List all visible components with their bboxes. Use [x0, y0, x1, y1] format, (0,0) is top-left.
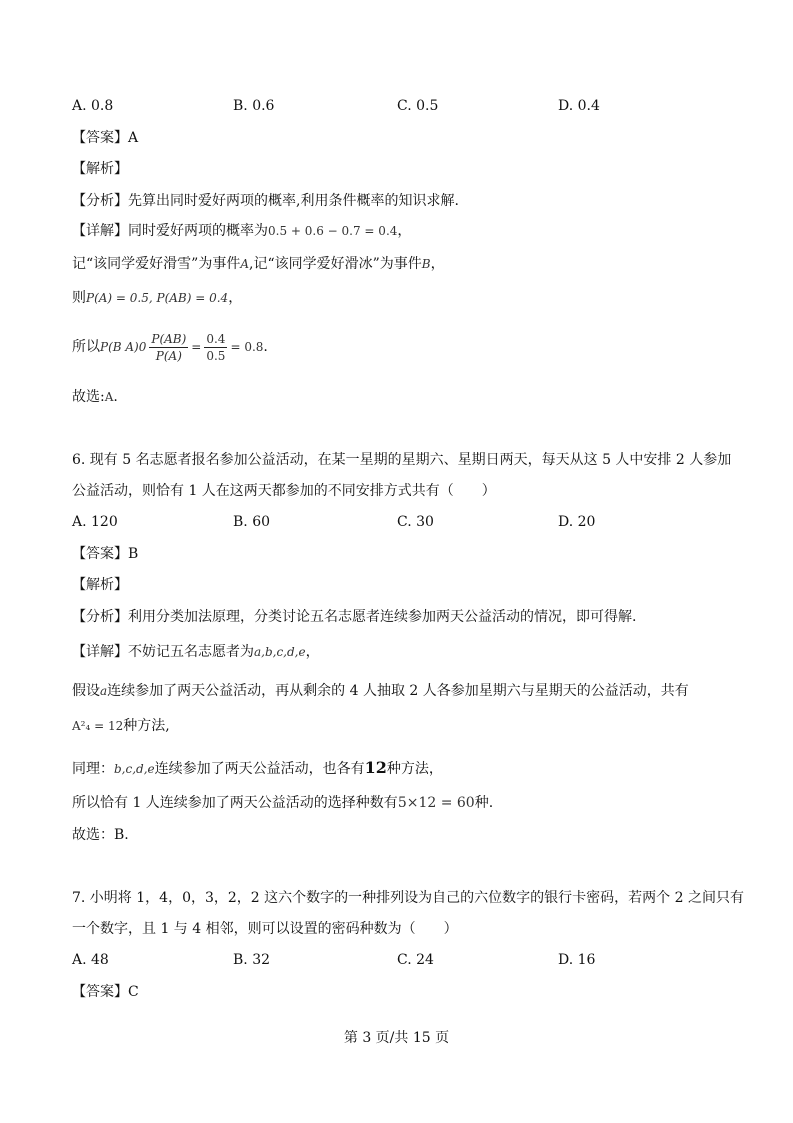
q5-fraction-1	[149, 331, 188, 364]
q5-so-result: = 0.8	[230, 340, 264, 354]
q6-same-text: 连续参加了两天公益活动，也各有	[154, 761, 365, 777]
q5-detail	[72, 222, 411, 240]
q5-event-b: B	[421, 257, 431, 271]
q7-stem-line-1: 7. 小明将 1，4，0，3，2，2 这六个数字的一种排列设为自己的六位数字的银行卡密码，若两个 2 之间只有	[72, 890, 744, 906]
q7-answer: 【答案】C	[72, 984, 139, 1000]
q5-event-line	[72, 255, 445, 273]
q5-fraction-2-den: 0.5	[206, 348, 226, 363]
q5-event-text-3: ，	[430, 256, 445, 272]
q5-fraction-2-num: 0.4	[206, 331, 226, 346]
q5-so-line	[72, 327, 268, 367]
q5-fraction-2	[204, 331, 227, 364]
q6-perm-math: A²₄ = 12	[72, 719, 124, 733]
q6-same	[72, 759, 443, 778]
q6-detail-math: a,b,c,d,e	[254, 645, 306, 659]
q6-detail-prefix: 【详解】不妨记五名志愿者为	[72, 644, 254, 660]
q5-so-lhs: P(B A)0	[100, 340, 147, 354]
q5-detail-math: 0.5 + 0.6 − 0.7 = 0.4	[268, 224, 398, 238]
q5-then-line	[72, 289, 242, 307]
q6-perm-suffix: 种方法,	[123, 718, 170, 734]
q6-answer: 【答案】B	[72, 546, 139, 562]
q6-assume-prefix: 假设	[72, 683, 100, 699]
q5-choose-value: A	[104, 390, 114, 404]
q5-fraction-1-den: P(A)	[155, 348, 182, 363]
q6-assume	[72, 682, 689, 700]
q5-event-text-2: ,记“该同学爱好滑冰”为事件	[249, 256, 422, 272]
q6-option-d: D. 20	[558, 514, 596, 530]
q5-option-c: C. 0.5	[397, 98, 439, 114]
q6-stem-line-2: 公益活动，则恰有 1 人在这两天都参加的不同安排方式共有（ ）	[72, 483, 496, 499]
q6-stem-line-1: 6. 现有 5 名志愿者报名参加公益活动，在某一星期的星期六、星期日两天，每天从这 5 人中安排 2 人参加	[72, 452, 732, 468]
q6-total-suffix: 种.	[474, 795, 494, 811]
q5-so-prefix: 所以	[72, 339, 100, 355]
q5-event-text-1: 记“该同学爱好滑雪”为事件	[72, 256, 241, 272]
q6-total-prefix: 所以恰有 1 人连续参加了两天公益活动的选择种数有	[72, 795, 398, 811]
q7-stem-line-2: 一个数字，且 1 与 4 相邻，则可以设置的密码种数为（ ）	[72, 921, 458, 937]
q6-assume-var: a	[100, 684, 108, 698]
q7-option-b: B. 32	[233, 952, 271, 968]
q5-so-eq: =	[191, 340, 202, 354]
q6-same-suffix: 种方法，	[386, 761, 443, 777]
page-footer: 第 3 页/共 15 页	[343, 1030, 450, 1046]
q5-fraction-1-num: P(AB)	[151, 331, 187, 346]
q5-choose-end: .	[113, 389, 118, 405]
q5-then-prefix: 则	[72, 290, 86, 306]
q7-option-a: A. 48	[72, 952, 109, 968]
q6-total	[72, 794, 493, 812]
q5-option-d: D. 0.4	[558, 98, 600, 114]
q6-fenxi: 【分析】利用分类加法原理，分类讨论五名志愿者连续参加两天公益活动的情况，即可得解.	[72, 609, 637, 625]
q7-option-d: D. 16	[558, 952, 596, 968]
q6-option-c: C. 30	[397, 514, 434, 530]
q6-same-num: 12	[364, 758, 387, 777]
q6-same-prefix: 同理：	[72, 761, 114, 777]
q5-fenxi: 【分析】先算出同时爱好两项的概率,利用条件概率的知识求解.	[72, 193, 459, 209]
q6-perm	[72, 717, 170, 735]
q5-then-suffix: ，	[228, 290, 243, 306]
q5-then-math: P(A) = 0.5, P(AB) = 0.4	[86, 291, 229, 305]
q5-analysis-tag: 【解析】	[72, 161, 128, 177]
q5-so-end: .	[263, 339, 268, 355]
q6-choose: 故选：B.	[72, 827, 129, 843]
q5-choose	[72, 388, 118, 406]
q6-same-math: b,c,d,e	[114, 762, 155, 776]
q5-option-b: B. 0.6	[233, 98, 275, 114]
q7-option-c: C. 24	[397, 952, 434, 968]
q5-event-a: A	[240, 257, 249, 271]
q6-detail	[72, 643, 320, 661]
q6-option-b: B. 60	[233, 514, 271, 530]
q6-detail-suffix: ，	[305, 644, 320, 660]
q6-option-a: A. 120	[72, 514, 118, 530]
q5-answer: 【答案】A	[72, 130, 139, 146]
q6-total-math: 5×12 = 60	[397, 795, 475, 811]
q5-detail-prefix: 【详解】同时爱好两项的概率为	[72, 223, 268, 239]
q5-option-a: A. 0.8	[72, 98, 114, 114]
q6-analysis-tag: 【解析】	[72, 577, 128, 593]
q5-detail-suffix: ，	[397, 223, 412, 239]
q5-choose-prefix: 故选:	[72, 389, 105, 405]
q6-assume-text: 连续参加了两天公益活动，再从剩余的 4 人抽取 2 人各参加星期六与星期天的公益活动，共有	[107, 683, 689, 699]
